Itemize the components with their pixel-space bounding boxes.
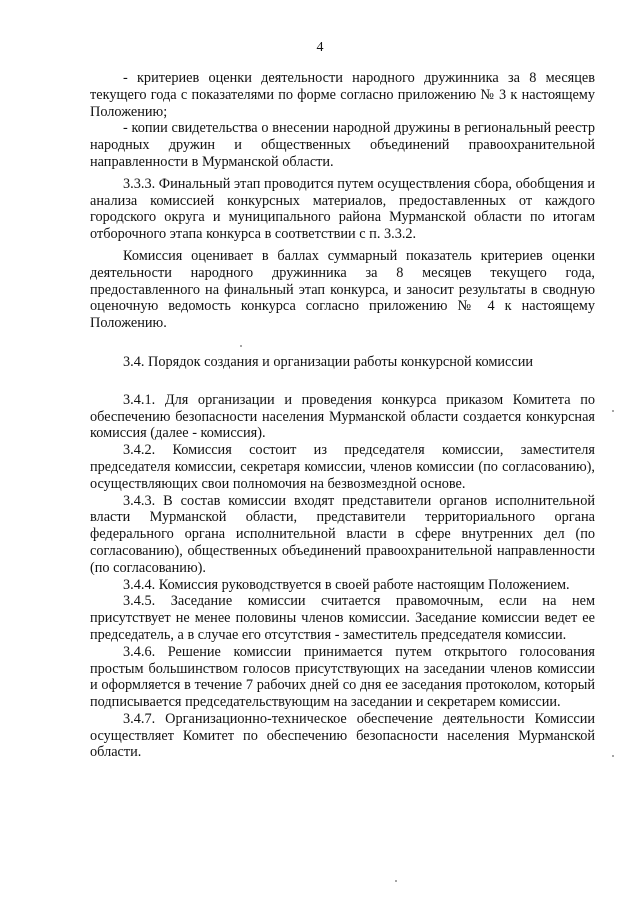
scan-speck: [612, 755, 614, 757]
paragraph-3-4-3: 3.4.3. В состав комиссии входят представители органов исполнительной власти Мурманской области, представители территориального органа федерального органа исполнительной власти в сфере внутренних дел (по согласованию), общественных объединений правоохранительной направленности (по согласованию).: [90, 492, 595, 576]
paragraph-certificate: - копии свидетельства о внесении народной дружины в региональный реестр народных дружин и общественных объединений правоохранительной направленности в Мурманской области.: [90, 120, 595, 170]
paragraph-3-4-5: 3.4.5. Заседание комиссии считается правомочным, если на нем присутствует не менее половины членов комиссии. Заседание комиссии ведет ее председатель, а в случае его отсутствия - заместитель председателя комиссии.: [90, 593, 595, 643]
section-title-3-4: 3.4. Порядок создания и организации работы конкурсной комиссии: [123, 353, 534, 370]
document-body: [90, 70, 595, 761]
paragraph-3-4-2: 3.4.2. Комиссия состоит из председателя комиссии, заместителя председателя комиссии, секретаря комиссии, членов комиссии (по согласованию), осуществляющих свои полномочия на безвозмездной основе.: [90, 442, 595, 492]
scan-speck: [612, 410, 614, 412]
scan-speck: [395, 880, 397, 882]
paragraph-3-3-3: 3.3.3. Финальный этап проводится путем осуществления сбора, обобщения и анализа комиссией конкурсных материалов, предоставленных от каждого городского округа и муниципального района Мурманской области по итогам отборочного этапа конкурса в соответствии с п. 3.3.2.: [90, 175, 595, 243]
paragraph-3-4-4: 3.4.4. Комиссия руководствуется в своей работе настоящим Положением.: [123, 576, 570, 593]
paragraph-3-4-1: 3.4.1. Для организации и проведения конкурса приказом Комитета по обеспечению безопасности населения Мурманской области создается конкурсная комиссия (далее - комиссия).: [90, 391, 595, 442]
page-number: 4: [316, 40, 324, 55]
scan-speck: [240, 345, 242, 347]
paragraph-criteria: - критериев оценки деятельности народного дружинника за 8 месяцев текущего года с показателями по форме согласно приложению № 3 к настоящему Положению;: [90, 70, 595, 120]
paragraph-commission-scoring: Комиссия оценивает в баллах суммарный показатель критериев оценки деятельности народного дружинника за 8 месяцев текущего года, предоставленного на финальный этап конкурса, и заносит результаты в сводную оценочную ведомость конкурса согласно приложению № 4 к настоящему Положению.: [90, 247, 595, 332]
paragraph-3-4-6: 3.4.6. Решение комиссии принимается путем открытого голосования простым большинством голосов присутствующих на заседании членов комиссии и оформляется в течение 7 рабочих дней со дня ее заседания протоколом, который подписывается председательствующим на заседании и секретарем комиссии.: [90, 643, 595, 711]
paragraph-3-4-7: 3.4.7. Организационно-техническое обеспечение деятельности Комиссии осуществляет Комитет по обеспечению безопасности населения Мурманской области.: [90, 710, 595, 761]
